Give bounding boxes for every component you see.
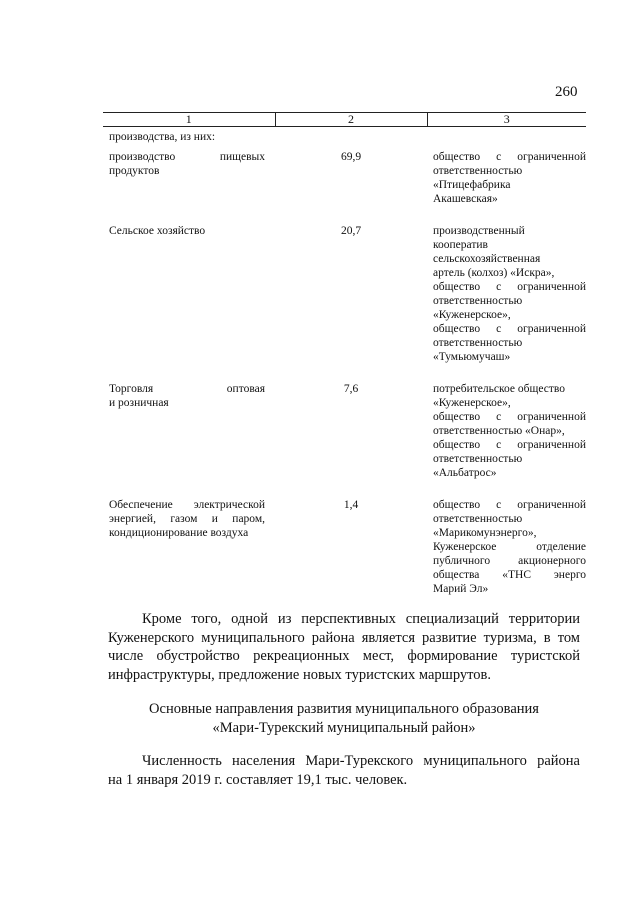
org-line: ответственностью — [433, 337, 523, 349]
table-row — [103, 150, 586, 206]
org-line: общество с ограниченной — [433, 151, 586, 163]
org-line: общество с ограниченной — [433, 281, 586, 293]
heading-line: «Мари-Турекский муниципальный район» — [212, 719, 476, 736]
organizations — [427, 382, 586, 480]
sector-name-line: Обеспечение электрической — [109, 499, 265, 511]
org-line: общество с ограниченной — [433, 439, 586, 451]
table-row — [103, 382, 586, 480]
sector-name-line: Сельское хозяйство — [109, 225, 206, 237]
population-paragraph — [108, 752, 580, 789]
org-line: ответственностью «Онар», — [433, 425, 565, 437]
sector-name — [103, 498, 275, 596]
continuation-text: производства, из них: — [109, 131, 216, 143]
org-line: сельскохозяйственная — [433, 253, 541, 265]
organizations — [427, 498, 586, 596]
sector-name — [103, 382, 275, 480]
sector-name-line: энергией, газом и паром, — [109, 513, 265, 525]
column-header-1: 1 — [103, 113, 275, 127]
table-row — [103, 498, 586, 596]
org-line: «Куженерское», — [433, 397, 511, 409]
org-line: публичного акционерного — [433, 555, 586, 567]
org-line: ответственностью — [433, 453, 523, 465]
column-header-3: 3 — [427, 113, 586, 127]
sector-share: 7,6 — [343, 383, 359, 395]
sector-name-line: кондиционирование воздуха — [109, 527, 249, 539]
sector-table — [103, 112, 586, 596]
continuation-row — [103, 127, 586, 145]
sector-share: 20,7 — [340, 225, 362, 237]
org-line: «Марикомунэнерго», — [433, 527, 537, 539]
org-line: общество с ограниченной — [433, 499, 586, 511]
organizations — [427, 150, 586, 206]
sector-name-line: Торговля оптовая — [109, 383, 265, 395]
section-heading — [108, 700, 580, 737]
sector-name — [103, 150, 275, 206]
table-header-row — [103, 113, 586, 127]
org-line: ответственностью — [433, 513, 523, 525]
org-line: «Птицефабрика — [433, 179, 511, 191]
paragraph-line: Кроме того, одной из перспективных специализаций территории — [142, 611, 580, 627]
org-line: Акашевская» — [433, 193, 498, 205]
heading-line: Основные направления развития муниципального образования — [149, 701, 539, 717]
sector-name — [103, 224, 275, 364]
org-line: «Альбатрос» — [433, 467, 497, 479]
table-row — [103, 224, 586, 364]
org-line: Куженерское отделение — [433, 541, 586, 553]
paragraph-line: числе обустройство рекреационных мест, формирование туристской — [108, 648, 580, 664]
org-line: ответственностью — [433, 165, 523, 177]
column-header-2: 2 — [275, 113, 427, 127]
org-line: «Тумьюмучаш» — [433, 351, 511, 363]
sector-name-line: продуктов — [109, 165, 160, 177]
org-line: производственный — [433, 225, 525, 237]
org-line: общества «ТНС энерго — [433, 569, 586, 581]
tourism-paragraph — [108, 610, 580, 684]
org-line: ответственностью — [433, 295, 523, 307]
org-line: «Куженерское», — [433, 309, 511, 321]
sector-share: 1,4 — [343, 499, 359, 511]
org-line: кооператив — [433, 239, 488, 251]
paragraph-line: на 1 января 2019 г. составляет 19,1 тыс. человек. — [108, 771, 408, 788]
org-line: артель (колхоз) «Искра», — [433, 267, 555, 279]
page-number: 260 — [555, 84, 578, 100]
sector-name-line: производство пищевых — [109, 151, 265, 163]
organizations — [427, 224, 586, 364]
org-line: Марий Эл» — [433, 583, 489, 595]
sector-share: 69,9 — [340, 151, 362, 163]
org-line: общество с ограниченной — [433, 323, 586, 335]
org-line: потребительское общество — [433, 383, 565, 395]
paragraph-line: Куженерского муниципального района является развитие туризма, в том — [108, 629, 580, 646]
paragraph-line: Численность населения Мари-Турекского муниципального района — [142, 753, 580, 769]
org-line: общество с ограниченной — [433, 411, 586, 423]
paragraph-line: инфраструктуры, предложение новых туристских маршрутов. — [108, 666, 491, 683]
sector-name-line: и розничная — [109, 397, 169, 409]
